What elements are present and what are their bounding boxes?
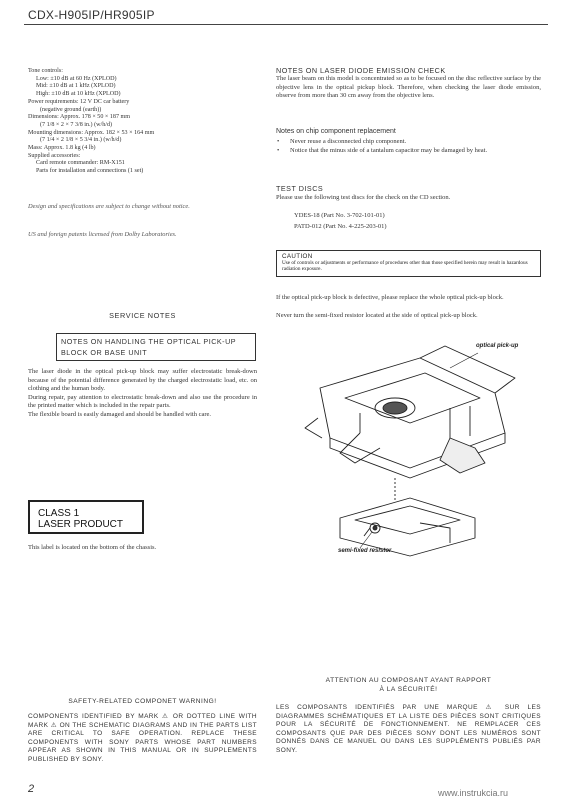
patent-note: US and foreign patents licensed from Dolby Laboratories. xyxy=(28,231,177,238)
handling-paragraph-2: During repair, pay attention to electrostatic break-down and also use the procedure in the printed matter which is included in the repair parts. xyxy=(28,393,257,409)
test-disc-2: PATD-012 (Part No. 4-225-203-01) xyxy=(294,223,387,230)
laser-label-note: This label is located on the bottom of the chassis. xyxy=(28,544,157,551)
laser-label-line1: CLASS 1 xyxy=(38,508,80,519)
handling-paragraph-1: The laser diode in the optical pick-up block may suffer electrostatic break-down because of the potential difference generated by the charged electrostatic load, etc. on clothing and the human body. xyxy=(28,368,257,392)
chip-bullet-1: • Never reuse a disconnected chip component. xyxy=(276,138,541,147)
spec-accessory-2: Parts for installation and connections (1 set) xyxy=(36,168,144,175)
class1-laser-label xyxy=(28,500,144,534)
semi-fixed-resistor-label: semi-fixed resistor xyxy=(338,548,392,554)
design-note: Design and specifications are subject to change without notice. xyxy=(28,203,190,210)
spec-dimensions-sub: (7 1/8 × 2 × 7 3/8 in.) (w/h/d) xyxy=(40,121,113,128)
emission-check-body: The laser beam on this model is concentrated so as to be focused on the disc reflective surface by the objective lens in the optical pickup block. Therefore, when checking the laser diode emission, observe from more than 30 cm away from the objective lens. xyxy=(276,75,541,99)
french-warning-title-2: À LA SÉCURITÉ! xyxy=(379,686,438,693)
test-discs-title: TEST DISCS xyxy=(276,184,324,193)
emission-check-title: NOTES ON LASER DIODE EMISSION CHECK xyxy=(276,66,446,75)
handling-notes-body xyxy=(28,368,257,419)
site-watermark: www.instrukcia.ru xyxy=(438,788,509,798)
chip-replacement-title: Notes on chip component replacement xyxy=(276,128,396,135)
service-notes-title: SERVICE NOTES xyxy=(109,311,176,320)
optical-pickup-diagram xyxy=(300,338,530,558)
pickup-paragraph-1: If the optical pick-up block is defective, please replace the whole optical pick-up block. xyxy=(276,294,504,301)
spec-tone-mid: Mid: ±10 dB at 1 kHz (XPLOD) xyxy=(36,83,116,90)
header-rule xyxy=(24,24,548,25)
spec-mounting-sub: (7 1/4 × 2 1/8 × 5 3/4 in.) (w/h/d) xyxy=(40,137,122,144)
spec-tone-high: High: ±10 dB at 10 kHz (XPLOD) xyxy=(36,91,121,98)
french-warning-body: LES COMPOSANTS IDENTIFIÉS PAR UNE MARQUE ⚠ SUR LES DIAGRAMMES SCHÉMATIQUES ET LA LISTE DES PIÈCES SONT CRITIQUES POUR LA SÉCURITÉ DE FONCTIONNEMENT. NE REMPLACER CES COMPOSANTS QUE PAR DES PIÈCES SONY DONT LES NUMÉROS SONT DONNÉS DANS CE MANUEL OU DANS LES SUPPLÉMENTS PUBLIÉS PAR SONY. xyxy=(276,704,541,754)
caution-box xyxy=(276,250,541,277)
caution-title: CAUTION xyxy=(282,253,313,260)
page-number: 2 xyxy=(28,783,35,795)
safety-warning-title: SAFETY-RELATED COMPONET WARNING! xyxy=(68,698,217,705)
chip-replacement-list xyxy=(276,138,541,155)
laser-label-line2: LASER PRODUCT xyxy=(38,519,124,530)
handling-paragraph-3: The flexible board is easily damaged and should be handled with care. xyxy=(28,410,212,418)
spec-mass: Mass: Approx. 1.8 kg (4 lb) xyxy=(28,145,96,152)
french-warning-title-1: ATTENTION AU COMPOSANT AYANT RAPPORT xyxy=(325,677,492,684)
pickup-paragraph-2: Never turn the semi-fixed resistor located at the side of optical pick-up block. xyxy=(276,312,478,319)
caution-body: Use of controls or adjustments or performance of procedures other than those specified herein may result in hazardous radiation exposure. xyxy=(282,260,528,273)
handling-notes-box: NOTES ON HANDLING THE OPTICAL PICK-UP BLOCK OR BASE UNIT xyxy=(56,333,256,361)
spec-tone-label: Tone controls: xyxy=(28,68,63,74)
spec-power-sub: (negative ground (earth)) xyxy=(40,106,102,113)
test-disc-1: YDES-18 (Part No. 3-702-101-01) xyxy=(294,212,385,219)
chip-bullet-2: • Notice that the minus side of a tantalum capacitor may be damaged by heat. xyxy=(276,147,541,156)
spec-accessories-label: Supplied accessories: xyxy=(28,152,81,159)
model-header: CDX-H905IP/HR905IP xyxy=(28,8,155,22)
spec-tone-low: Low: ±10 dB at 60 Hz (XPLOD) xyxy=(36,75,117,82)
spec-power: Power requirements: 12 V DC car battery xyxy=(28,98,130,105)
spec-mounting: Mounting dimensions: Approx. 182 × 53 × 164 mm xyxy=(28,129,155,136)
spec-accessory-1: Card remote commander: RM-X151 xyxy=(36,160,125,167)
specifications-block xyxy=(28,68,263,176)
safety-warning-body: COMPONENTS IDENTIFIED BY MARK ⚠ OR DOTTED LINE WITH MARK ⚠ ON THE SCHEMATIC DIAGRAMS AND IN THE PARTS LIST ARE CRITICAL TO SAFE OPERATION. REPLACE THESE COMPONENTS WITH SONY PARTS WHOSE PART NUMBERS APPEAR AS SHOWN IN THIS MANUAL OR IN SUPPLEMENTS PUBLISHED BY SONY. xyxy=(28,713,257,763)
optical-pickup-label: optical pick-up xyxy=(476,343,519,349)
spec-dimensions: Dimensions: Approx. 178 × 50 × 187 mm xyxy=(28,114,131,121)
test-discs-intro: Please use the following test discs for the check on the CD section. xyxy=(276,194,451,201)
